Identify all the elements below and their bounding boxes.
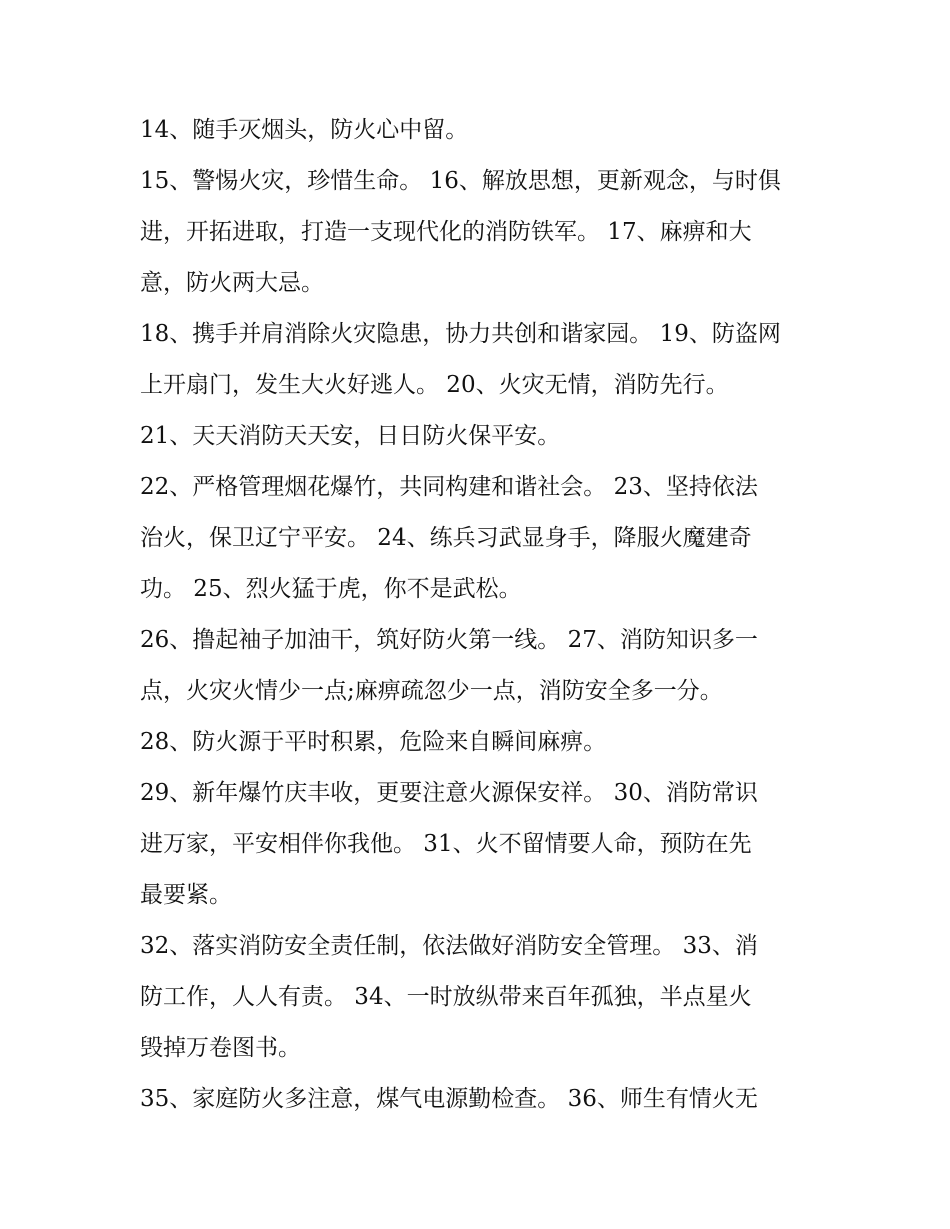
text-line: 28、防火源于平时积累，危险来自瞬间麻痹。 — [140, 729, 607, 755]
text-line: 上开扇门，发生大火好逃人。 20、火灾无情，消防先行。 — [140, 372, 729, 398]
text-line: 治火，保卫辽宁平安。 24、练兵习武显身手，降服火魔建奇 — [140, 525, 752, 551]
slogan-text-block — [140, 105, 820, 1125]
text-line: 22、严格管理烟花爆竹，共同构建和谐社会。 23、坚持依法 — [140, 474, 758, 500]
text-line: 进万家，平安相伴你我他。 31、火不留情要人命，预防在先 — [140, 831, 752, 857]
text-line: 防工作，人人有责。 34、一时放纵带来百年孤独，半点星火 — [140, 984, 752, 1010]
text-line: 15、警惕火灾，珍惜生命。 16、解放思想，更新观念，与时俱 — [140, 168, 781, 194]
text-line: 18、携手并肩消除火灾隐患，协力共创和谐家园。 19、防盗网 — [140, 321, 781, 347]
text-line: 点，火灾火情少一点;麻痹疏忽少一点，消防安全多一分。 — [140, 678, 723, 704]
text-line: 32、落实消防安全责任制，依法做好消防安全管理。 33、消 — [140, 933, 758, 959]
text-line: 毁掉万卷图书。 — [140, 1035, 301, 1061]
text-line: 26、撸起袖子加油干，筑好防火第一线。 27、消防知识多一 — [140, 627, 758, 653]
text-line: 21、天天消防天天安，日日防火保平安。 — [140, 423, 561, 449]
text-line: 进，开拓进取，打造一支现代化的消防铁军。 17、麻痹和大 — [140, 219, 752, 245]
text-line: 29、新年爆竹庆丰收，更要注意火源保安祥。 30、消防常识 — [140, 780, 758, 806]
text-line: 最要紧。 — [140, 882, 232, 908]
text-line: 意，防火两大忌。 — [140, 270, 324, 296]
text-line: 14、随手灭烟头，防火心中留。 — [140, 117, 469, 143]
text-line: 35、家庭防火多注意，煤气电源勤检查。 36、师生有情火无 — [140, 1086, 758, 1112]
text-line: 功。 25、烈火猛于虎，你不是武松。 — [140, 576, 522, 602]
